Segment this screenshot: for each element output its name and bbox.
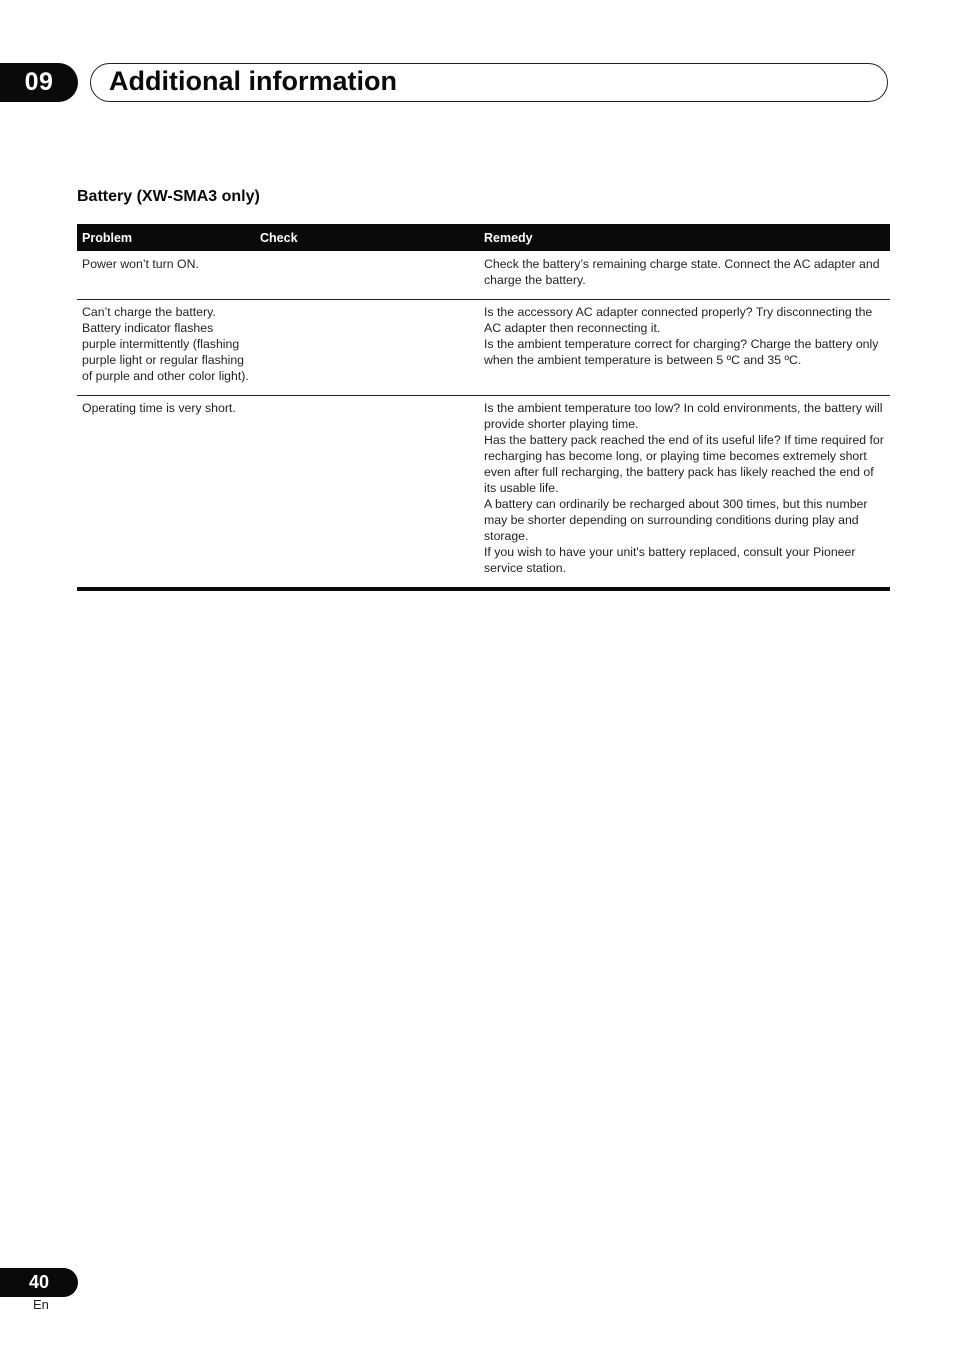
- cell-remedy: [479, 396, 890, 590]
- cell-check: [255, 300, 479, 396]
- page-language: En: [33, 1297, 49, 1312]
- column-header-problem: Problem: [77, 224, 255, 251]
- remedy-text: Check the battery’s remaining charge state. Connect the AC adapter and charge the battery.: [484, 257, 880, 287]
- page-number: 40: [28, 1272, 50, 1292]
- chapter-number-tab: [0, 63, 78, 102]
- remedy-text: Is the ambient temperature correct for charging? Charge the battery only when the ambient temperature is between 5 ºC and 35 ºC.: [484, 337, 879, 367]
- chapter-title: Additional information: [109, 66, 397, 96]
- remedy-text: Is the ambient temperature too low? In cold environments, the battery will provide shorter playing time.: [484, 401, 883, 431]
- problem-text: Battery indicator flashes purple intermittently (flashing purple light or regular flashing of purple and other color light).: [82, 321, 249, 383]
- cell-check: [255, 251, 479, 300]
- remedy-text: If you wish to have your unit's battery replaced, consult your Pioneer service station.: [484, 545, 856, 575]
- table-row: [77, 396, 890, 590]
- chapter-title-box: [90, 63, 888, 102]
- remedy-text: A battery can ordinarily be recharged about 300 times, but this number may be shorter depending on surrounding conditions during play and storage.: [484, 497, 868, 543]
- column-header-remedy: Remedy: [479, 224, 890, 251]
- problem-text: Operating time is very short.: [82, 401, 236, 415]
- table-row: [77, 300, 890, 396]
- page-number-tab: [0, 1268, 78, 1297]
- problem-text: Power won’t turn ON.: [82, 257, 199, 271]
- chapter-number: 09: [24, 68, 54, 96]
- section-heading: Battery (XW-SMA3 only): [77, 188, 260, 205]
- table-row: [77, 251, 890, 300]
- cell-problem: [77, 251, 255, 300]
- cell-remedy: [479, 251, 890, 300]
- remedy-text: Has the battery pack reached the end of its useful life? If time required for recharging has become long, or playing time becomes extremely short even after full recharging, the battery pack has likely reached the end of its usable life.: [484, 433, 884, 495]
- troubleshooting-table: [77, 224, 890, 591]
- cell-problem: [77, 300, 255, 396]
- table-header-row: [77, 224, 890, 251]
- cell-check: [255, 396, 479, 590]
- cell-problem: [77, 396, 255, 590]
- column-header-check: Check: [255, 224, 479, 251]
- cell-remedy: [479, 300, 890, 396]
- problem-text: Can’t charge the battery.: [82, 305, 216, 319]
- remedy-text: Is the accessory AC adapter connected properly? Try disconnecting the AC adapter then reconnecting it.: [484, 305, 873, 335]
